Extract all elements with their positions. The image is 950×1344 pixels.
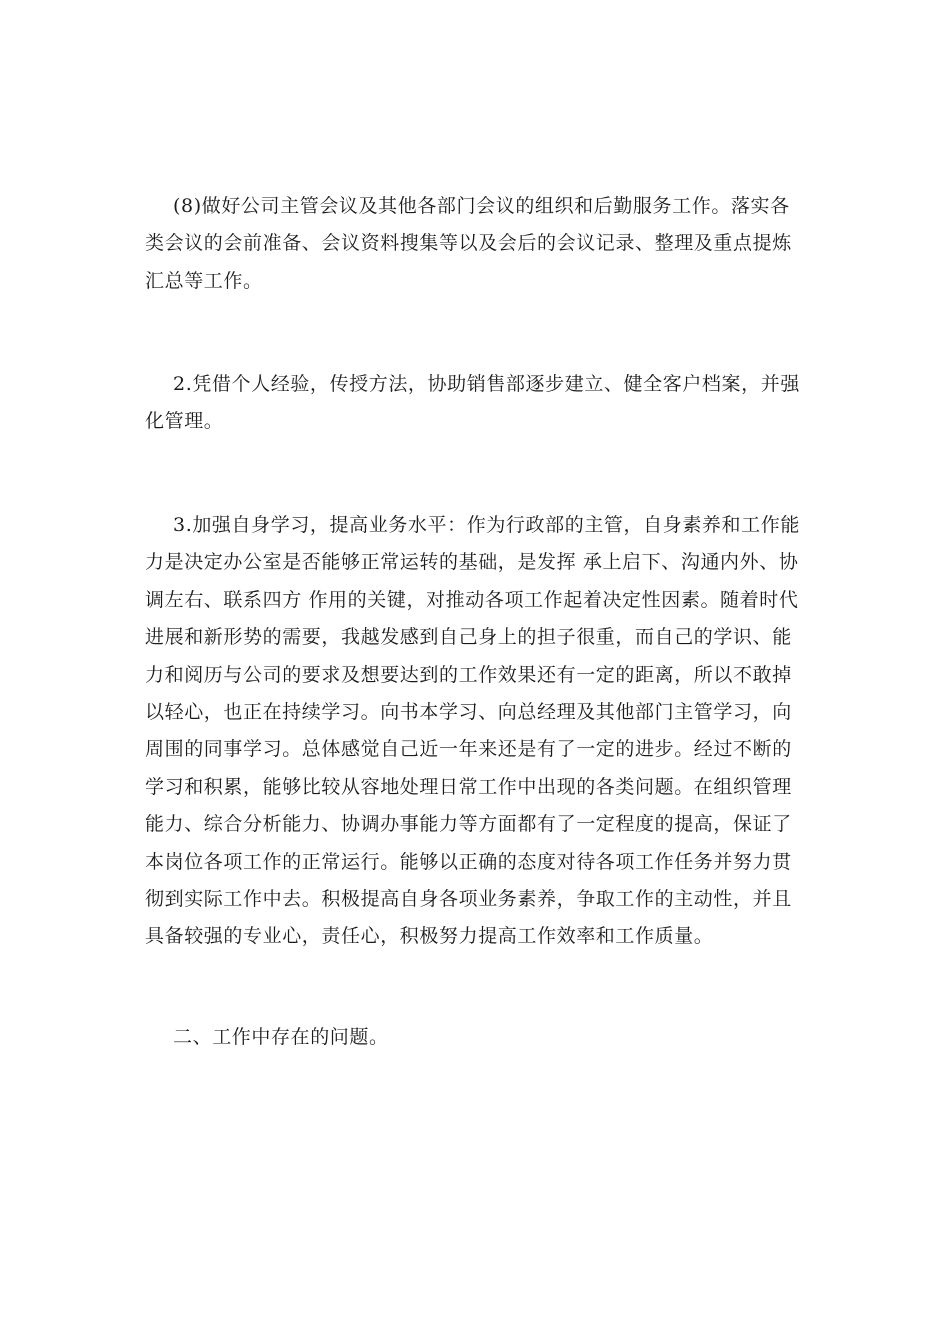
paragraph-customer-files	[145, 366, 807, 441]
heading-text: 二、工作中存在的问题。	[173, 1026, 389, 1048]
paragraph-text: 2.凭借个人经验，传授方法，协助销售部逐步建立、健全客户档案，并强化管理。	[145, 373, 800, 433]
section-heading-problems	[145, 1019, 807, 1056]
paragraph-text: (8)做好公司主管会议及其他各部门会议的组织和后勤服务工作。落实各类会议的会前准备、会议资料搜集等以及会后的会议记录、整理及重点提炼汇总等工作。	[145, 195, 792, 292]
paragraph-text: 3.加强自身学习，提高业务水平：作为行政部的主管，自身素养和工作能力是决定办公室是否能够正常运转的基础，是发挥 承上启下、沟通内外、协调左右、联系四方 作用的关键，对推动各项工作起着决定性因素。随着时代进展和新形势的需要，我越发感到自己身上的担子很重，而自己的学识、能力和阅历与公司的要求及想要达到的工作效果还有一定的距离，所以不敢掉以轻心，也正在持续学习。向书本学习、向总经理及其他部门主管学习，向周围的同事学习。总体感觉自己近一年来还是有了一定的进步。经过不断的学习和积累，能够比较从容地处理日常工作中出现的各类问题。在组织管理能力、综合分析能力、协调办事能力等方面都有了一定程度的提高，保证了本岗位各项工作的正常运行。能够以正确的态度对待各项工作任务并努力贯彻到实际工作中去。积极提高自身各项业务素养，争取工作的主动性，并且具备较强的专业心，责任心，积极努力提高工作效率和工作质量。	[145, 514, 800, 948]
paragraph-meeting-services	[145, 188, 807, 300]
paragraph-self-study	[145, 507, 807, 956]
